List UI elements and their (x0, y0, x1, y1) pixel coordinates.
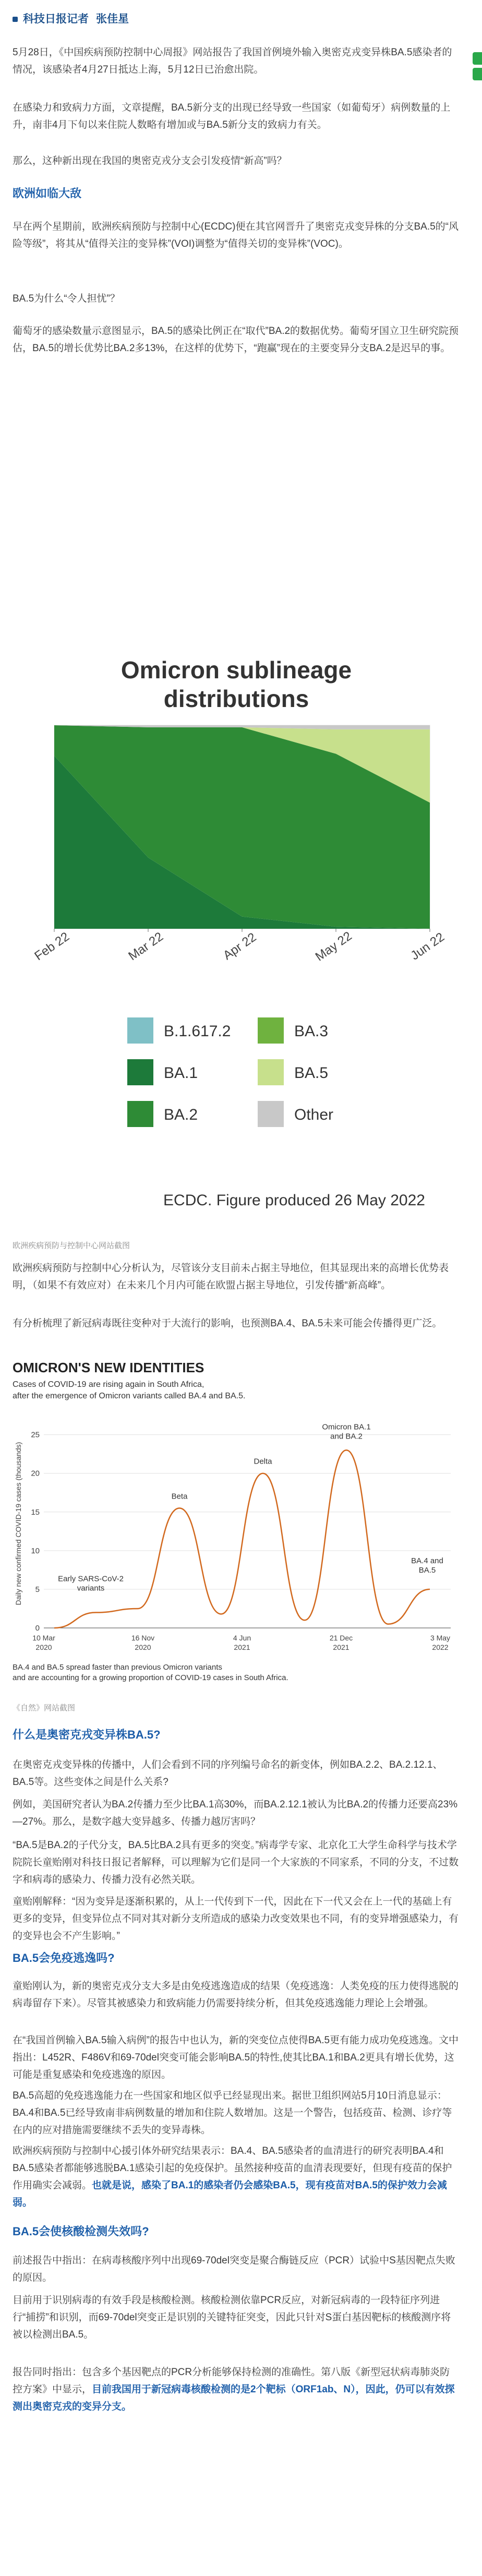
annotation: Beta (171, 1492, 188, 1501)
side-tab-top[interactable] (473, 68, 482, 80)
legend-label: BA.5 (294, 1064, 329, 1082)
chart-subtitle: Cases of COVID-19 are rising again in South Africa, (13, 1380, 204, 1389)
cases-line (54, 1450, 430, 1628)
chart-footer: ECDC. Figure produced 26 May 2022 (163, 1192, 425, 1209)
x-tick-label: Apr 22 (220, 930, 259, 963)
annotation: BA.4 and (411, 1556, 443, 1565)
x-tick-label: 2021 (234, 1643, 250, 1651)
paragraph-text: 报告同时指出：包含多个基因靶点的PCR分析能够保持检测的准确性。第八版《新型冠状病毒肺炎防控方案》中显示， (13, 2367, 450, 2395)
legend-swatch (127, 1017, 153, 1044)
section-heading: BA.5会使核酸检测失效吗? (13, 2225, 149, 2238)
y-tick-label: 5 (35, 1585, 40, 1594)
x-tick-label: Jun 22 (408, 930, 447, 963)
paragraph-highlight: 目前我国用于新冠病毒核酸检测的是2个靶标（ORF1ab、N），因此，仍可以有效探测出奥密克戎的变异分支。 (13, 2384, 455, 2412)
paragraph: 5月28日，《中国疾病预防控制中心周报》网站报告了我国首例境外输入奥密克戎变异株BA.5感染者的情况，该感染者4月27日抵达上海，5月12日已治愈出院。 (13, 47, 452, 75)
paragraph (13, 2364, 459, 2415)
legend-label: BA.3 (294, 1023, 329, 1040)
x-tick-label: 2020 (135, 1643, 151, 1651)
section-heading: 什么是奥密克戎变异株BA.5? (13, 1728, 161, 1741)
paragraph: 童贻刚认为，新的奥密克戎分支大多是由免疫逃逸造成的结果（免疫逃逸：人类免疫的压力使得逃脱的病毒留存下来）。尽管其被感染力和致病能力仍需要持续分析，但其免疫逃逸能力理论上会增强。 (13, 1981, 459, 2009)
legend-label: Other (294, 1106, 334, 1123)
x-tick-label: 4 Jun (233, 1634, 251, 1642)
cases-chart-svg (13, 1357, 460, 1696)
x-tick-label: 3 May (430, 1634, 451, 1642)
legend-label: BA.2 (164, 1106, 198, 1123)
y-tick-label: 15 (31, 1507, 40, 1517)
legend-swatch (258, 1101, 284, 1127)
y-tick-label: 0 (35, 1624, 40, 1633)
chart-footnote: BA.4 and BA.5 spread faster than previous Omicron variants (13, 1663, 222, 1672)
paragraph-text: 欧洲疾病预防与控制中心援引体外研究结果表示：BA.4、BA.5感染者的血清进行的研究表明BA.4和BA.5感染者都能够逃脱BA.1感染引起的免疫保护。虽然接种疫苗的血清表现要好，但现有疫苗的保护作用确实会减弱。 (13, 2146, 452, 2191)
chart-title: Omicron sublineage (121, 656, 352, 684)
image-caption: 欧洲疾病预防与控制中心网站截图 (13, 1241, 130, 1250)
omicron-sublineage-chart (13, 616, 460, 1231)
paragraph: 有分析梳理了新冠病毒既往变种对于大流行的影响，也预测BA.4、BA.5未来可能会传播得更广泛。 (13, 1318, 442, 1329)
annotation: Early SARS-CoV-2 (58, 1574, 124, 1584)
legend-swatch (127, 1059, 153, 1085)
chart-title: OMICRON'S NEW IDENTITIES (13, 1360, 204, 1375)
byline-author: 张佳星 (96, 13, 129, 25)
chart-subtitle: after the emergence of Omicron variants called BA.4 and BA.5. (13, 1392, 246, 1400)
annotation: and BA.2 (330, 1432, 363, 1441)
paragraph-highlight: 也就是说，感染了BA.1的感染者仍会感染BA.5，现有疫苗对BA.5的保护效力会减弱。 (13, 2180, 447, 2208)
x-tick-label: 21 Dec (329, 1634, 353, 1642)
chart-footnote: and are accounting for a growing proportion of COVID-19 cases in South Africa. (13, 1673, 288, 1682)
sublineage-chart-svg (13, 616, 460, 1231)
paragraph: “BA.5是BA.2的子代分支，BA.5比BA.2具有更多的突变。”病毒学专家、北京化工大学生命科学与技术学院院长童贻刚对科技日报记者解释，可以理解为它们是同一个大家族的不同家系，不同的分支，不过数字和病毒的感染力、传播力没有必然关联。 (13, 1840, 459, 1885)
paragraph: 在“我国首例输入BA.5输入病例”的报告中也认为，新的突变位点使得BA.5更有能力成功免疫逃逸。文中指出：L452R、F486V和69-70del突变可能会影响BA.5的特性,使其比BA.1和BA.2更具有增长优势，这可能是重复感染和免疫逃逸的原因。 (13, 2035, 459, 2080)
legend-swatch (258, 1059, 284, 1085)
x-tick-label: May 22 (312, 929, 355, 964)
image-caption: 《自然》网站截图 (13, 1704, 76, 1712)
chart-title: distributions (163, 685, 309, 712)
section-heading: 欧洲如临大敌 (13, 187, 82, 200)
y-tick-label: 20 (31, 1469, 40, 1478)
legend-swatch (127, 1101, 153, 1127)
paragraph: 例如，美国研究者认为BA.2传播力至少比BA.1高30%，而BA.2.12.1被认为比BA.2的传播力还要高23%—27%。那么，是数字越大变异越多、传播力越厉害吗？ (13, 1799, 458, 1827)
paragraph: 在感染力和致病力方面，文章提醒，BA.5新分支的出现已经导致一些国家（如葡萄牙）病例数量的上升，南非4月下旬以来住院人数略有增加或与BA.5新分支的致病力有关。 (13, 102, 451, 130)
paragraph: 前述报告中指出：在病毒核酸序列中出现69-70del突变是聚合酶链反应（PCR）试验中S基因靶点失败的原因。 (13, 2255, 455, 2283)
paragraph: 童贻刚解释：“因为变异是逐渐积累的，从上一代传到下一代，因此在下一代又会在上一代的基础上有更多的变异，但变异位点不同对其对新分支所造成的感染力改变效果也不同，有的变异增强感染力，有的变异也会不产生影响。” (13, 1896, 459, 1942)
x-tick-label: Feb 22 (32, 929, 73, 964)
x-tick-label: Mar 22 (126, 929, 166, 964)
x-tick-label: 2021 (333, 1643, 350, 1651)
paragraph: 葡萄牙的感染数量示意图显示，BA.5的感染比例正在“取代”BA.2的数据优势。葡萄牙国立卫生研究院预估，BA.5的增长优势比BA.2多13%，在这样的优势下，“跑赢”现在的主要变异分支BA.2是迟早的事。 (13, 326, 459, 354)
paragraph: 早在两个星期前，欧洲疾病预防与控制中心(ECDC)便在其官网晋升了奥密克戎变异株的分支BA.5的“风险等级”，将其从“值得关注的变异株”(VOI)调整为“值得关切的变异株”(VOC)。 (13, 221, 459, 249)
annotation: Omicron BA.1 (322, 1422, 371, 1432)
paragraph: 那么，这种新出现在我国的奥密克戎分支会引发疫情“新高”吗？ (13, 155, 287, 166)
annotation: variants (77, 1584, 105, 1593)
paragraph (13, 2142, 459, 2211)
paragraph: 欧洲疾病预防与控制中心分析认为，尽管该分支目前未占据主导地位，但其显现出来的高增长优势表明，（如果不有效应对）在未来几个月内可能在欧盟占据主导地位，引发传播“新高峰”。 (13, 1263, 449, 1291)
annotation: Delta (254, 1457, 272, 1466)
annotation: BA.5 (418, 1565, 436, 1575)
section-heading: BA.5会免疫逃逸吗? (13, 1951, 115, 1964)
byline-prefix: 科技日报记者 (23, 13, 89, 25)
x-tick-label: 2020 (35, 1643, 52, 1651)
legend-label: B.1.617.2 (164, 1023, 231, 1040)
paragraph: BA.5为什么“令人担忧”？ (13, 293, 120, 304)
paragraph: BA.5高超的免疫逃逸能力在一些国家和地区似乎已经显现出来。据世卫组织网站5月10日消息显示：BA.4和BA.5已经导致南非病例数量的增加和住院人数增加。这是一个警告，包括疫苗、检测、诊疗等在内的应对措施需要继续不丢失的变异毒株。 (13, 2090, 452, 2136)
south-africa-cases-chart (13, 1357, 460, 1727)
x-tick-label: 10 Mar (32, 1634, 55, 1642)
byline (13, 10, 129, 26)
y-axis-label: Daily new confirmed COVID-19 cases (thousands) (14, 1442, 22, 1605)
y-tick-label: 10 (31, 1546, 40, 1555)
legend-swatch (258, 1017, 284, 1044)
legend-label: BA.1 (164, 1064, 198, 1082)
x-tick-label: 2022 (432, 1643, 449, 1651)
side-tab-share[interactable] (473, 52, 482, 65)
bullet-icon (13, 17, 18, 22)
y-tick-label: 25 (31, 1430, 40, 1440)
x-tick-label: 16 Nov (131, 1634, 155, 1642)
paragraph: 在奥密克戎变异株的传播中，人们会看到不同的序列编号命名的新变体，例如BA.2.2、BA.2.12.1、BA.5等。这些变体之间是什么关系? (13, 1759, 443, 1788)
paragraph: 目前用于识别病毒的有效手段是核酸检测。核酸检测依靠PCR反应，对新冠病毒的一段特征序列进行“捕捞”和识别，而69-70del突变正是识别的关键特征突变，因此只针对S蛋白基因靶标的核酸测序将被以检测出BA.5。 (13, 2295, 451, 2340)
